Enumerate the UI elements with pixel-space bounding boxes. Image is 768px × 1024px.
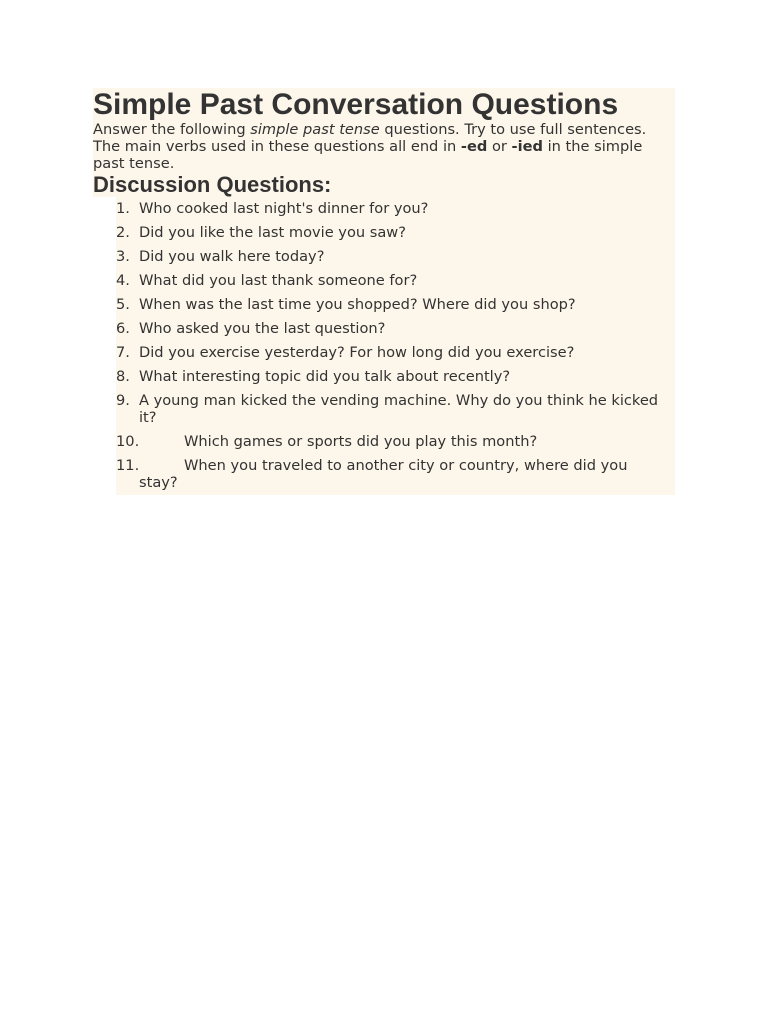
- question-text: Did you like the last movie you saw?: [139, 224, 406, 241]
- question-number: 11.: [116, 457, 140, 474]
- intro-text-segment: questions. Try to use full sentences.: [379, 121, 647, 138]
- question-text: Did you exercise yesterday? For how long did you exercise?: [139, 344, 575, 361]
- intro-line-2: [93, 138, 675, 172]
- question-number: 5.: [116, 296, 130, 313]
- question-number: 7.: [116, 344, 130, 361]
- question-text: Which games or sports did you play this month?: [184, 433, 538, 450]
- intro-text-segment: or: [487, 138, 512, 155]
- intro-italic-term: simple past tense: [250, 121, 380, 138]
- question-text: Did you walk here today?: [139, 248, 325, 265]
- question-number: 1.: [116, 200, 130, 217]
- question-text: When was the last time you shopped? Where did you shop?: [139, 296, 576, 313]
- list-item: [116, 293, 675, 317]
- question-text: When you traveled to another city or country, where did you stay?: [139, 457, 628, 491]
- list-item: [116, 221, 675, 245]
- question-text: What interesting topic did you talk about recently?: [139, 368, 511, 385]
- intro-text: [93, 121, 675, 172]
- list-item: [116, 454, 675, 495]
- list-item: [116, 341, 675, 365]
- list-item: [116, 269, 675, 293]
- page-title: Simple Past Conversation Questions: [93, 88, 675, 121]
- intro-line-1: [93, 121, 675, 138]
- list-item: [116, 197, 675, 221]
- question-number: 2.: [116, 224, 130, 241]
- question-number: 9.: [116, 392, 130, 409]
- question-number: 4.: [116, 272, 130, 289]
- section-heading: Discussion Questions:: [93, 172, 675, 197]
- intro-text-segment: The main verbs used in these questions all end in: [93, 138, 461, 155]
- list-item: [116, 389, 675, 430]
- question-number: 8.: [116, 368, 130, 385]
- list-item: [116, 365, 675, 389]
- question-list: [116, 197, 675, 495]
- question-text: A young man kicked the vending machine. Why do you think he kicked it?: [139, 392, 659, 426]
- intro-bold-ending: -ied: [511, 138, 543, 155]
- question-text: Who cooked last night's dinner for you?: [139, 200, 429, 217]
- intro-text-segment: in the simple past tense.: [93, 138, 643, 172]
- list-item: [116, 317, 675, 341]
- question-number: 6.: [116, 320, 130, 337]
- document: [93, 88, 675, 495]
- intro-text-segment: Answer the following: [93, 121, 251, 138]
- question-text: What did you last thank someone for?: [139, 272, 418, 289]
- question-number: 10.: [116, 433, 140, 450]
- list-item: [116, 430, 675, 454]
- intro-bold-ending: -ed: [460, 138, 488, 155]
- list-item: [116, 245, 675, 269]
- question-text: Who asked you the last question?: [139, 320, 386, 337]
- question-number: 3.: [116, 248, 130, 265]
